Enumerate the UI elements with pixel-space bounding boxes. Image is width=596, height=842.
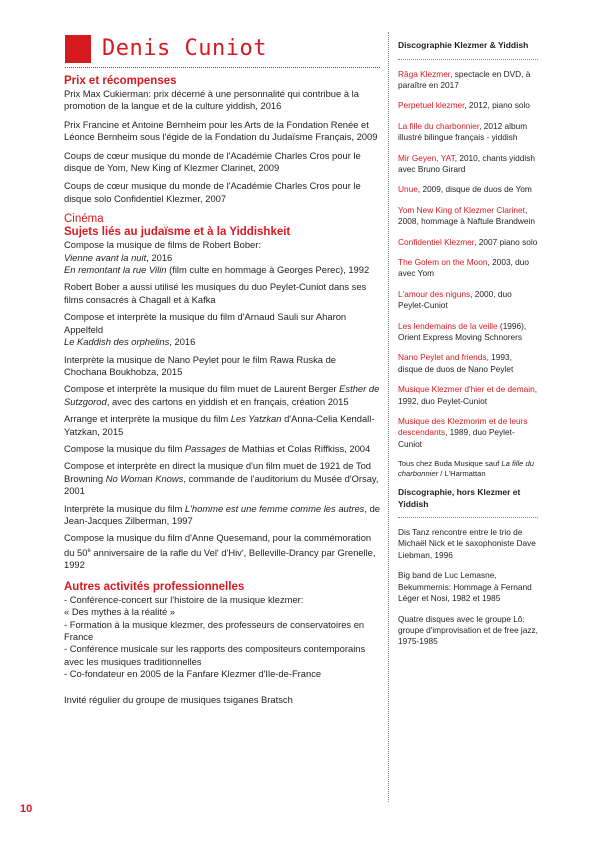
title-marker (65, 35, 91, 63)
disc-item (398, 321, 538, 344)
disc-item (398, 205, 538, 228)
film-title: En remontant la rue Vilin (64, 264, 167, 276)
disc-desc: (1996), Orient Express Moving Schnorers (398, 320, 527, 342)
disc-desc: , 1992, duo Peylet-Cuniot (398, 384, 538, 406)
cinema-text: Compose la musique de films de Robert Bober: (64, 239, 261, 251)
hors-item: Quatre disques avec le groupe Lô: groupe d'improvisation et de free jazz, 1975-1985 (398, 613, 538, 647)
activite-item: - Co-fondateur en 2005 de la Fanfare Klezmer d'Ile-de-France (64, 668, 322, 680)
disc-desc: , 2008, hommage à Naftule Brandwein (398, 204, 535, 227)
disc-item (398, 121, 538, 144)
cinema-text: , commande de l'auditorium du Musée d'Orsay, 2001 (64, 472, 379, 497)
column-divider (388, 32, 389, 802)
cinema-text: Compose la musique du film d'Anne Quesemand, pour la commémoration du 50 (64, 532, 372, 558)
disc-title: Nano Peylet and friends (398, 352, 487, 363)
cinema-text: , avec des cartons en yiddish et en français, création 2015 (106, 395, 349, 407)
prix-item: Prix Max Cukierman: prix décerné à une personnalité qui contribue à la promotion de la langue et de la culture yiddish, 2016 (64, 88, 359, 112)
hors-item: Big band de Luc Lemasne, Bekummernis: Hommage à Fernand Léger et Nosi, 1982 et 1985 (398, 570, 532, 604)
note-title: La fille du charbonnier (398, 459, 534, 478)
superscript: e (87, 547, 91, 554)
film-title: Le Kaddish des orphelins (64, 336, 170, 348)
disc-title: La fille du charbonnier (398, 120, 480, 131)
page-number: 10 (20, 803, 33, 815)
film-title: Les Yatzkan (230, 413, 282, 425)
cinema-item (64, 503, 380, 528)
note-text: Tous chez Buda Musique sauf (398, 459, 502, 469)
prix-item: Coups de cœur musique du monde de l'Académie Charles Cros pour le disque de Yom, New King of Klezmer Clarinet, 2009 (64, 149, 361, 174)
cinema-text: Compose la musique du film (64, 442, 185, 454)
main-column (64, 74, 380, 706)
disc-title: The Golem on the Moon (398, 256, 488, 267)
cinema-category: Cinéma (64, 213, 104, 226)
disc-title: Yom New King of Klezmer Clarinet (398, 204, 525, 215)
disc-desc: , spectacle en DVD, à paraître en 2017 (398, 68, 531, 90)
cinema-text: anniversaire de la rafle du Vel' d'Hiv', Belleville-Drancy par Grenelle, 1992 (64, 546, 376, 571)
disc-item (398, 384, 538, 407)
disc-desc: , 2000, duo Peylet-Cuniot (398, 288, 512, 311)
cinema-text: , de Jean-Jacques Zilberman, 1997 (64, 502, 381, 526)
cinema-text: Compose et interprète la musique du film muet de Laurent Berger (64, 383, 340, 395)
disc-item (398, 100, 538, 111)
cinema-text: (film culte en hommage à Georges Perec), 1992 (166, 264, 370, 276)
note-text: / L'Harmattan (438, 468, 486, 478)
cinema-item (64, 460, 380, 497)
disc-desc: , 2009, disque de duos de Yom (417, 184, 532, 195)
sidebar-divider (398, 59, 538, 60)
hors-list (398, 527, 538, 648)
disc-desc: , 2010, chants yiddish avec Bruno Girard (398, 152, 535, 174)
prix-item: Coups de cœur musique du monde de l'Académie Charles Cros pour le disque solo Confidentiel Klezmer, 2007 (64, 180, 361, 204)
page-title: Denis Cuniot (102, 36, 267, 61)
hors-item: Dis Tanz rencontre entre le trio de Michaël Nick et le saxophoniste Dave Liebman, 1996 (398, 527, 536, 560)
disc-title: Perpetuel klezmer (398, 100, 465, 111)
disc-title: Musique Klezmer d'hier et de demain (398, 384, 535, 395)
film-title: L'homme est une femme comme les autres (184, 502, 365, 514)
disc-title: L'amour des niguns (398, 288, 471, 299)
cinema-item (64, 413, 380, 438)
label-note (398, 459, 538, 478)
disc-item (398, 184, 538, 195)
disc-desc: , 2012 album illustré bilingue français - yiddish (398, 120, 528, 143)
cinema-item: Interprète la musique de Nano Peylet pour le film Rawa Ruska de Chochana Boukhobza, 2015 (64, 353, 337, 377)
disc-item (398, 257, 538, 280)
cinema-text: de Mathias et Colas Riffkiss, 2004 (226, 442, 371, 454)
disc-desc: , 1993, disque de duos de Nano Peylet (398, 352, 514, 374)
disc-item (398, 416, 538, 450)
disc-title: Râga Klezmer (398, 68, 451, 79)
bratsch-line: Invité régulier du groupe de musiques tsiganes Bratsch (64, 693, 293, 705)
disc-desc: , 2012, piano solo (464, 100, 530, 111)
discography-hors-heading: Discographie, hors Klezmer et Yiddish (398, 487, 521, 509)
prix-item: Prix Francine et Antoine Bernheim pour les Arts de la Fondation Renée et Léonce Bernheim sous l'égide de la Fondation du Judaïsme Français, 2009 (64, 118, 378, 143)
cinema-text: , 2016 (169, 336, 196, 348)
cinema-text: Interprète la musique du film (64, 502, 185, 514)
cinema-text: Compose et interprète en direct la musique d'un film muet de 1921 de Tod Browning (64, 460, 372, 484)
cinema-item (64, 443, 380, 455)
activite-item: « Des mythes à la réalité » (64, 606, 175, 618)
cinema-item (64, 383, 380, 408)
disc-desc: , 1989, duo Peylet-Cuniot (398, 427, 515, 449)
sidebar-discography (398, 40, 538, 657)
disc-title: Mir Geyen, YAT (398, 152, 455, 163)
film-title: Esther de Sutzgorod (64, 383, 380, 407)
sidebar-divider (398, 517, 538, 518)
disc-item (398, 289, 538, 312)
disc-title: Les lendemains de la veille (398, 320, 498, 331)
discography-heading: Discographie Klezmer & Yiddish (398, 40, 529, 50)
disc-title: Confidentiel Klezmer (398, 236, 475, 247)
activite-item: - Conférence musicale sur les rapports des compositeurs contemporains avec les musiques traditionnelles (64, 643, 366, 667)
disc-item (398, 153, 538, 176)
prix-heading: Prix et récompenses (64, 75, 177, 87)
film-title: Passages (184, 442, 227, 454)
activites-heading: Autres activités professionnelles (64, 580, 245, 593)
disc-item (398, 69, 538, 92)
disc-title: Unue (398, 184, 418, 195)
disc-title: Musique des Klezmorim et de leurs descendants (398, 416, 528, 438)
disc-desc: , 2007 piano solo (474, 236, 538, 247)
cinema-item (64, 532, 380, 571)
film-title: No Woman Knows (105, 472, 184, 484)
cinema-heading: Sujets liés au judaïsme et à la Yiddishkeit (64, 226, 291, 239)
cinema-text: , 2016 (146, 251, 173, 263)
cinema-text: d'Anna-Celia Kendall-Yatzkan, 2015 (64, 413, 375, 437)
cinema-item (64, 311, 380, 348)
cinema-text: Arrange et interprète la musique du film (64, 413, 231, 425)
cinema-item (64, 239, 380, 276)
activite-item: - Formation à la musique klezmer, des professeurs de conservatoires en France (64, 618, 365, 642)
disc-item (398, 352, 538, 375)
activite-item: - Conférence-concert sur l'histoire de la musique klezmer: (64, 593, 304, 605)
disc-item (398, 237, 538, 248)
cinema-item: Robert Bober a aussi utilisé les musiques du duo Peylet-Cuniot dans ses films consacrés à Chagall et à Kafka (64, 281, 367, 305)
title-divider (65, 67, 380, 68)
cinema-text: Compose et interprète la musique du film d'Arnaud Sauli sur Aharon Appelfeld (64, 311, 347, 335)
disc-desc: , 2003, duo avec Yom (398, 256, 530, 279)
film-title: Vienne avant la nuit (64, 251, 147, 263)
